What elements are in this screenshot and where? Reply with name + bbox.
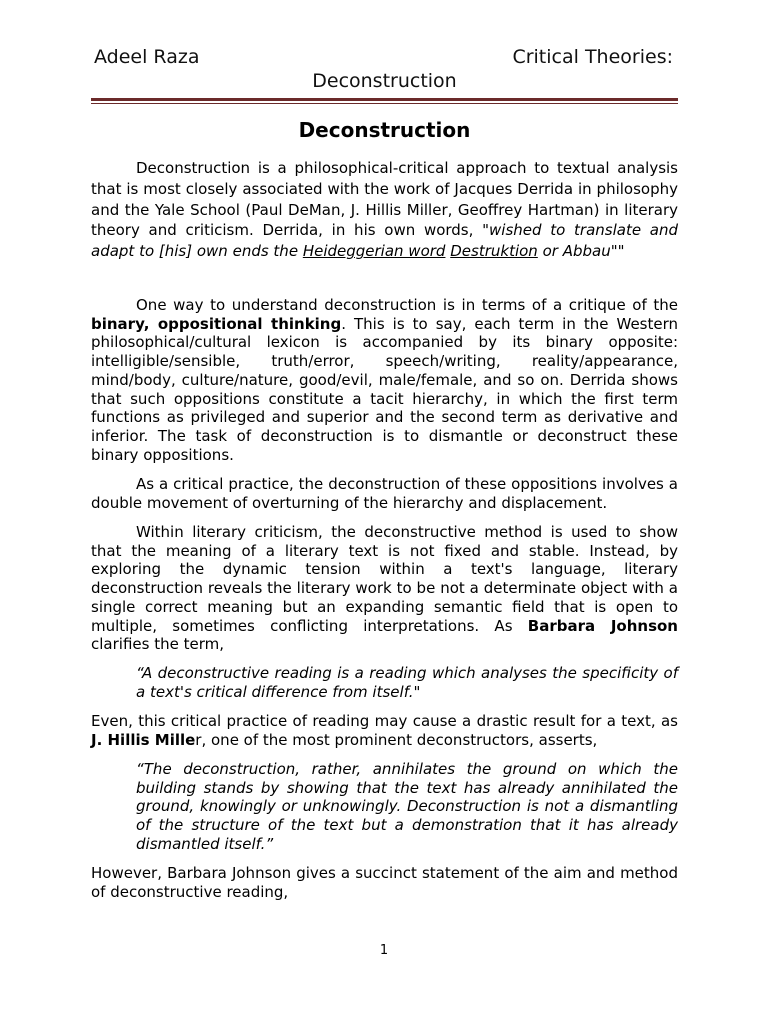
page-number: 1 — [379, 943, 389, 958]
header-rule-thick — [91, 98, 678, 101]
link-destruktion[interactable]: Destruktion — [450, 242, 538, 261]
paragraph-literary: Within literary criticism, the deconstructive method is used to show that the meaning of a literary text is not fixed and stable. Instead, by exploring the dynamic tension within a text's language, literary deconstruction reveals the literary work to be not a determinate object with a single correct meaning but an expanding semantic field that is open to multiple, sometimes conflicting interpretations. As Barbara Johnson clarifies the term, — [91, 523, 678, 654]
quote-miller: “The deconstruction, rather, annihilates the ground on which the building stands by showing that the text has already annihilated the ground, knowingly or unknowingly. Deconstruction is not a dismantling of the structure of the text but a demonstration that it has already dismantled itself.” — [136, 760, 678, 853]
link-heideggerian-word[interactable]: Heideggerian word — [302, 242, 446, 261]
paragraph-binary: One way to understand deconstruction is in terms of a critique of the binary, oppositional thinking. This is to say, each term in the Western philosophical/cultural lexicon is accompanied by its binary opposite: intelligible/sensible, truth/error, speech/writing, reality/appearance, mind/body, culture/nature, good/evil, male/female, and so on. Derrida shows that such oppositions constitute a tacit hierarchy, in which the first term functions as privileged and superior and the second term as derivative and inferior. The task of deconstruction is to dismantle or deconstruct these binary oppositions. — [91, 296, 679, 464]
header-course: Critical Theories: — [512, 46, 673, 68]
bold-barbara-johnson: Barbara Johnson — [527, 616, 678, 635]
quote-johnson: “A deconstructive reading is a reading which analyses the specificity of a text's critical difference from itself." — [136, 664, 678, 701]
paragraph-miller: Even, this critical practice of reading may cause a drastic result for a text, as J. Hillis Miller, one of the most prominent deconstructors, asserts, — [91, 712, 678, 749]
header-topic: Deconstruction — [312, 70, 457, 92]
paragraph-conclusion: However, Barbara Johnson gives a succinct statement of the aim and method of deconstructive reading, — [91, 864, 678, 901]
header-author: Adeel Raza — [94, 46, 200, 68]
bold-hillis-miller: J. Hillis Mille — [91, 730, 196, 749]
derrida-quote: wished to translate and adapt to [his] own ends the Heideggerian word Destruktion or Abbau — [91, 221, 678, 261]
bold-binary-thinking: binary, oppositional thinking — [91, 314, 342, 333]
page-title: Deconstruction — [298, 118, 471, 142]
header-rule-thin — [91, 103, 678, 104]
paragraph-practice: As a critical practice, the deconstruction of these oppositions involves a double movement of overturning of the hierarchy and displacement. — [91, 475, 678, 512]
paragraph-intro: Deconstruction is a philosophical-critical approach to textual analysis that is most closely associated with the work of Jacques Derrida in philosophy and the Yale School (Paul DeMan, J. Hillis Miller, Geoffrey Hartman) in literary theory and criticism. Derrida, in his own words, "wished to translate and adapt to [his] own ends the Heideggerian word Destruktion or Abbau"" — [91, 159, 678, 261]
